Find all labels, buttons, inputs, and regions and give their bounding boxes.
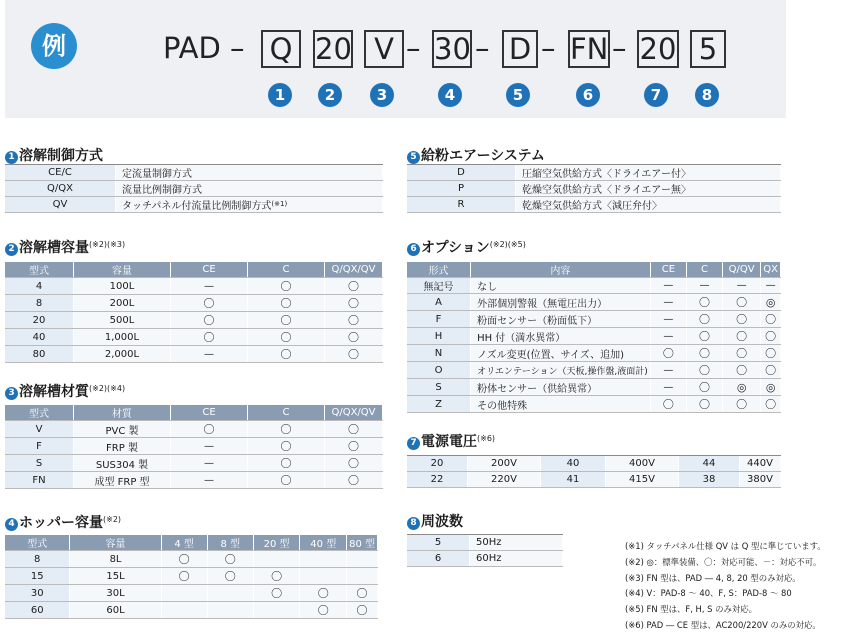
hopper-capacity-table <box>5 535 378 619</box>
column-header: 4 型 <box>161 535 207 551</box>
table-cell: 40 <box>541 456 606 472</box>
table-cell: — <box>650 379 686 396</box>
table-cell: 〇 <box>722 396 760 413</box>
position-number-1: 1 <box>268 83 292 107</box>
column-header: Q/QX/QV <box>325 405 383 421</box>
table-cell: P <box>407 181 516 197</box>
position-number-8: 8 <box>695 83 719 107</box>
table-cell: ノズル変更(位置、サイズ、追加) <box>471 345 651 362</box>
table-cell: 〇 <box>325 472 383 489</box>
table-row <box>5 278 383 295</box>
table-cell: 〇 <box>650 396 686 413</box>
table-cell: — <box>650 294 686 311</box>
table-row <box>407 396 781 413</box>
table-cell: オリエンテーション（天板,操作盤,液面計) <box>471 362 651 379</box>
table-cell: 15L <box>70 568 161 585</box>
table-cell: 20 <box>407 456 468 472</box>
table-cell: 22 <box>407 472 468 488</box>
table-cell: — <box>650 278 686 294</box>
table-cell: 〇 <box>171 329 248 346</box>
control-method-table <box>5 165 383 213</box>
table-cell: 8 <box>5 295 74 312</box>
table-cell: 〇 <box>248 329 325 346</box>
footnote: (※3) FN 型は、PAD ― 4, 8, 20 型のみ対応。 <box>625 572 801 583</box>
table-cell: 41 <box>541 472 606 488</box>
table-cell: — <box>686 278 722 294</box>
table-cell: 〇 <box>248 421 325 438</box>
table-cell: 5 <box>407 535 470 551</box>
column-header: 容量 <box>70 535 161 551</box>
table-cell: N <box>407 345 471 362</box>
table-cell: 6 <box>407 551 470 567</box>
separator-dash: – <box>406 31 421 65</box>
table-cell: 〇 <box>650 345 686 362</box>
separator-dash: – <box>475 31 490 65</box>
table-cell: 8L <box>70 551 161 568</box>
position-number-4: 4 <box>438 83 462 107</box>
model-prefix: PAD <box>163 31 221 65</box>
position-number-6: 6 <box>576 83 600 107</box>
table-cell: 〇 <box>171 295 248 312</box>
table-cell: 30L <box>70 585 161 602</box>
table-cell: 〇 <box>686 362 722 379</box>
table-cell: 〇 <box>171 312 248 329</box>
table-cell: 〇 <box>207 551 253 568</box>
table-row <box>5 312 383 329</box>
code-box-2: 20 <box>315 32 352 66</box>
table-cell: 50Hz <box>470 535 563 551</box>
table-row <box>5 568 378 585</box>
table-cell <box>207 585 253 602</box>
table-cell: 〇 <box>325 455 383 472</box>
table-cell: 乾燥空気供給方式〈減圧弁付〉 <box>516 197 781 213</box>
table-cell: 15 <box>5 568 70 585</box>
table-cell: — <box>650 311 686 328</box>
table-cell: タッチパネル付流量比例制御方式$^{(※1)}$ <box>116 197 383 213</box>
table-cell: QV <box>5 197 116 213</box>
table-cell: — <box>722 278 760 294</box>
table-cell: 60L <box>70 602 161 619</box>
separator-dash: – <box>612 31 627 65</box>
section-8-title: 8 周波数 <box>407 511 463 531</box>
table-row <box>407 165 781 181</box>
column-header: Q/QX/QV <box>325 262 383 278</box>
table-cell: R <box>407 197 516 213</box>
column-header: CE <box>650 262 686 278</box>
section-5-title: 5 給粉エアーシステム <box>407 145 545 165</box>
table-cell: 乾燥空気供給方式〈ドライエアー無〉 <box>516 181 781 197</box>
table-cell <box>207 602 253 619</box>
table-cell <box>253 602 300 619</box>
table-cell: 〇 <box>161 568 207 585</box>
footnote: (※4) V：PAD-8 〜 40、F, S：PAD-8 〜 80 <box>625 588 792 599</box>
code-box-3: V <box>364 30 404 68</box>
options-table <box>407 262 781 413</box>
table-cell: A <box>407 294 471 311</box>
column-header: 内容 <box>471 262 651 278</box>
table-cell: なし <box>471 278 651 294</box>
table-header <box>407 262 781 278</box>
column-header: 型式 <box>5 405 74 421</box>
table-cell: 粉面センサー（粉面低下） <box>471 311 651 328</box>
table-cell: 〇 <box>325 329 383 346</box>
table-cell: ◎ <box>761 379 781 396</box>
table-cell <box>253 551 300 568</box>
table-cell: 〇 <box>347 602 378 619</box>
table-cell: 〇 <box>248 278 325 295</box>
table-cell: 〇 <box>686 294 722 311</box>
table-cell: 〇 <box>686 328 722 345</box>
column-header: Q/QV <box>722 262 760 278</box>
table-cell: 200L <box>74 295 171 312</box>
table-cell: その他特殊 <box>471 396 651 413</box>
table-cell: 〇 <box>761 311 781 328</box>
table-cell: 440V <box>740 456 781 472</box>
table-cell: — <box>171 346 248 363</box>
position-number-7: 7 <box>644 83 668 107</box>
section-6-title: 6 オプション$^{(※2)(※5)}$ <box>407 237 526 257</box>
table-row <box>5 181 383 197</box>
table-cell: 〇 <box>686 311 722 328</box>
table-cell <box>300 551 347 568</box>
table-cell: 380V <box>740 472 781 488</box>
table-cell: — <box>171 472 248 489</box>
table-cell: 〇 <box>325 346 383 363</box>
table-cell: ◎ <box>722 379 760 396</box>
tank-material-table <box>5 405 383 489</box>
table-row <box>407 551 563 567</box>
table-cell: V <box>5 421 74 438</box>
table-row <box>407 362 781 379</box>
table-cell: 〇 <box>207 568 253 585</box>
table-row <box>5 585 378 602</box>
code-box-5: D <box>502 30 538 68</box>
table-cell <box>347 568 378 585</box>
table-row <box>5 472 383 489</box>
column-header: C <box>248 405 325 421</box>
table-cell: 〇 <box>161 551 207 568</box>
table-row <box>5 602 378 619</box>
table-cell <box>161 585 207 602</box>
table-cell: 100L <box>74 278 171 295</box>
table-cell: 〇 <box>248 295 325 312</box>
table-row <box>407 535 563 551</box>
example-badge: 例 <box>31 23 77 69</box>
table-row <box>407 456 781 472</box>
footnotes <box>625 539 826 634</box>
column-header: 材質 <box>74 405 171 421</box>
table-cell: SUS304 製 <box>74 455 171 472</box>
table-cell: 成型 FRP 型 <box>74 472 171 489</box>
table-cell: 〇 <box>253 568 300 585</box>
table-cell: — <box>650 328 686 345</box>
table-row <box>407 294 781 311</box>
table-cell: 〇 <box>325 295 383 312</box>
table-cell: 200V <box>468 456 541 472</box>
table-cell: 30 <box>5 585 70 602</box>
table-row <box>5 197 383 213</box>
column-header: C <box>686 262 722 278</box>
table-row <box>5 346 383 363</box>
separator-dash: – <box>541 31 556 65</box>
table-cell: FRP 製 <box>74 438 171 455</box>
table-cell: 〇 <box>686 345 722 362</box>
column-header: 容量 <box>74 262 171 278</box>
table-cell: 38 <box>679 472 740 488</box>
table-cell: 20 <box>5 312 74 329</box>
table-cell: 圧縮空気供給方式〈ドライエアー付〉 <box>516 165 781 181</box>
table-cell: Q/QX <box>5 181 116 197</box>
table-cell: 〇 <box>325 421 383 438</box>
table-cell: 〇 <box>722 345 760 362</box>
table-row <box>5 455 383 472</box>
table-cell: H <box>407 328 471 345</box>
table-cell: S <box>5 455 74 472</box>
table-cell: 〇 <box>347 585 378 602</box>
table-cell: O <box>407 362 471 379</box>
table-cell: 〇 <box>325 312 383 329</box>
table-cell: 〇 <box>171 421 248 438</box>
table-cell: 220V <box>468 472 541 488</box>
table-row <box>407 311 781 328</box>
code-box-1: Q <box>261 30 301 68</box>
table-cell: 〇 <box>325 278 383 295</box>
footnote: (※5) FN 型は、F, H, S のみ対応。 <box>625 604 758 615</box>
table-cell: ◎ <box>761 294 781 311</box>
column-header: CE <box>171 262 248 278</box>
table-cell: CE/C <box>5 165 116 181</box>
column-header: C <box>248 262 325 278</box>
air-system-table <box>407 165 781 213</box>
section-3-title: 3 溶解槽材質$^{(※2)(※4)}$ <box>5 381 125 401</box>
section-1-title: 1 溶解制御方式 <box>5 145 103 165</box>
table-cell: 4 <box>5 278 74 295</box>
table-cell: PVC 製 <box>74 421 171 438</box>
table-row <box>5 438 383 455</box>
table-header <box>5 262 383 278</box>
table-cell: 60 <box>5 602 70 619</box>
table-cell <box>300 568 347 585</box>
table-cell: 〇 <box>686 396 722 413</box>
code-box-8: 5 <box>690 30 726 68</box>
table-cell: — <box>650 362 686 379</box>
position-number-5: 5 <box>506 83 530 107</box>
table-cell: — <box>171 278 248 295</box>
table-header <box>5 405 383 421</box>
frequency-table <box>407 535 563 567</box>
table-cell: 定流量制御方式 <box>116 165 383 181</box>
table-cell: 1,000L <box>74 329 171 346</box>
table-cell: — <box>761 278 781 294</box>
table-row <box>5 551 378 568</box>
section-4-title: 4 ホッパー容量$^{(※2)}$ <box>5 512 121 532</box>
table-cell: 40 <box>5 329 74 346</box>
footnote: (※6) PAD ― CE 型は、AC200/220V のみの対応。 <box>625 619 821 630</box>
table-row <box>5 329 383 346</box>
position-number-2: 2 <box>318 83 342 107</box>
column-header: 8 型 <box>207 535 253 551</box>
column-header: 型式 <box>5 262 74 278</box>
section-2-title: 2 溶解槽容量$^{(※2)(※3)}$ <box>5 237 125 257</box>
table-row <box>407 345 781 362</box>
table-row <box>407 379 781 396</box>
column-header: 形式 <box>407 262 471 278</box>
column-header: 40 型 <box>300 535 347 551</box>
table-cell: 〇 <box>761 396 781 413</box>
table-cell: 〇 <box>722 294 760 311</box>
table-cell: 〇 <box>248 346 325 363</box>
table-row <box>407 197 781 213</box>
column-header: CE <box>171 405 248 421</box>
table-cell: 80 <box>5 346 74 363</box>
column-header: 80 型 <box>347 535 378 551</box>
table-cell: 〇 <box>722 362 760 379</box>
table-cell <box>161 602 207 619</box>
table-cell: Z <box>407 396 471 413</box>
table-cell: 流量比例制御方式 <box>116 181 383 197</box>
column-header: QX <box>761 262 781 278</box>
column-header: 型式 <box>5 535 70 551</box>
table-cell: 44 <box>679 456 740 472</box>
position-number-3: 3 <box>370 83 394 107</box>
table-cell <box>347 551 378 568</box>
table-row <box>407 181 781 197</box>
table-cell: 〇 <box>248 312 325 329</box>
table-cell: 粉体センサー（供給異常） <box>471 379 651 396</box>
code-box-6: FN <box>570 32 609 66</box>
table-cell: 60Hz <box>470 551 563 567</box>
table-cell: D <box>407 165 516 181</box>
table-cell: — <box>171 438 248 455</box>
table-cell: 〇 <box>253 585 300 602</box>
separator-dash: – <box>230 31 245 65</box>
power-voltage-table <box>407 456 781 488</box>
tank-capacity-table <box>5 262 383 363</box>
table-row <box>5 421 383 438</box>
code-box-7: 20 <box>637 30 679 68</box>
table-cell: 〇 <box>300 585 347 602</box>
table-cell: 外部個別警報（無電圧出力） <box>471 294 651 311</box>
table-cell: 〇 <box>686 379 722 396</box>
table-cell: 〇 <box>248 438 325 455</box>
table-header <box>5 535 378 551</box>
footnote: (※1) タッチパネル仕様 QV は Q 型に準じています。 <box>625 541 826 551</box>
table-row <box>407 328 781 345</box>
section-7-title: 7 電源電圧$^{(※6)}$ <box>407 431 495 451</box>
table-row <box>5 165 383 181</box>
table-cell: 〇 <box>761 328 781 345</box>
table-cell: F <box>5 438 74 455</box>
table-cell: FN <box>5 472 74 489</box>
table-cell: 〇 <box>325 438 383 455</box>
table-cell: 無記号 <box>407 278 471 294</box>
table-cell: 〇 <box>300 602 347 619</box>
table-cell: 400V <box>606 456 679 472</box>
code-box-4: 30 <box>434 32 471 66</box>
table-cell: F <box>407 311 471 328</box>
column-header: 20 型 <box>253 535 300 551</box>
footnote: (※2) ◎：標準装備、〇：対応可能、－：対応不可。 <box>625 556 822 567</box>
table-cell: 〇 <box>722 311 760 328</box>
table-cell: 〇 <box>722 328 760 345</box>
table-cell: HH 付（満水異常） <box>471 328 651 345</box>
table-cell: 〇 <box>761 362 781 379</box>
table-row <box>5 295 383 312</box>
table-row <box>407 278 781 294</box>
table-cell: S <box>407 379 471 396</box>
table-cell: 〇 <box>761 345 781 362</box>
table-cell: 〇 <box>248 472 325 489</box>
table-cell: — <box>171 455 248 472</box>
table-row <box>407 472 781 488</box>
table-cell: 500L <box>74 312 171 329</box>
table-cell: 8 <box>5 551 70 568</box>
table-cell: 2,000L <box>74 346 171 363</box>
table-cell: 415V <box>606 472 679 488</box>
table-cell: 〇 <box>248 455 325 472</box>
